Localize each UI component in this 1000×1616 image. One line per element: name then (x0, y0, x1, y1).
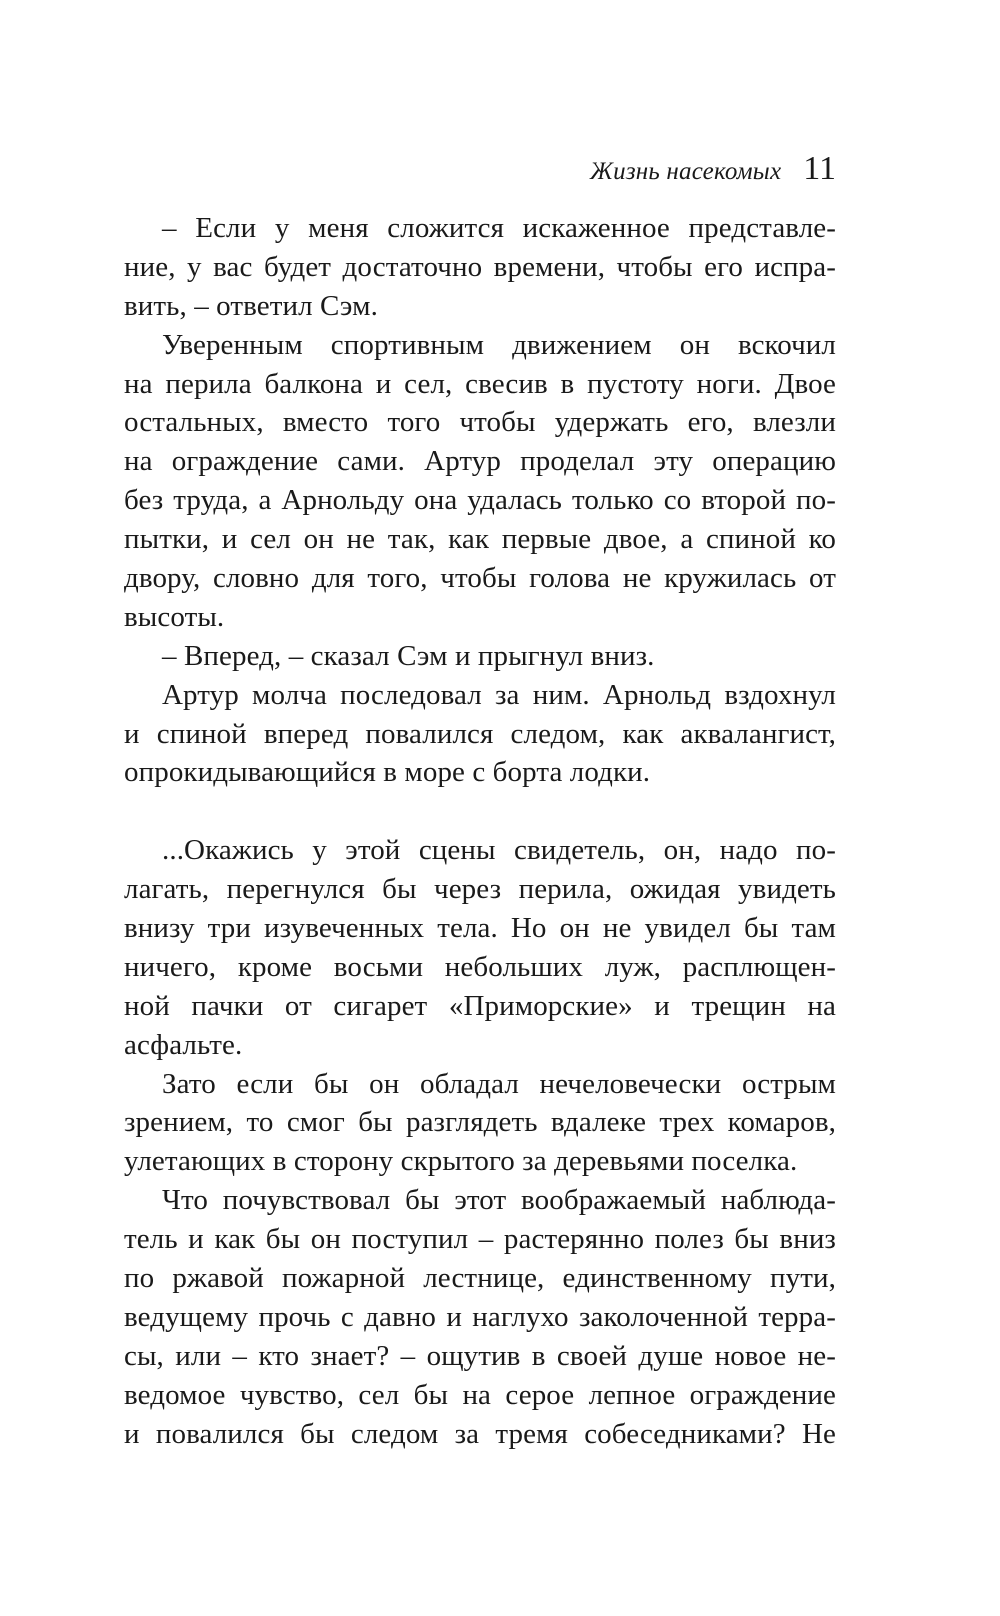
text-line: сы, или – кто знает? – ощутив в своей душе новое не- (124, 1339, 836, 1372)
text-line: Что почувствовал бы этот воображаемый наблюда- (162, 1184, 836, 1217)
section-break (124, 792, 836, 831)
text-line: и повалился бы следом за тремя собеседниками? Не (124, 1417, 836, 1450)
text-line: ведомое чувство, сел бы на серое лепное ограждение (124, 1378, 836, 1411)
running-head (118, 150, 836, 190)
text-line: и спиной вперед повалился следом, как аквалангист, (124, 717, 836, 750)
text-line: Артур молча последовал за ним. Арнольд вздохнул (162, 678, 836, 711)
text-line: – Если у меня сложится искаженное представле- (162, 212, 836, 244)
text-line: улетающих в сторону скрытого за деревьями поселка. (124, 1145, 798, 1178)
text-line: лагать, перегнулся бы через перила, ожидая увидеть (124, 873, 836, 906)
text-line: ведущему прочь с давно и наглухо заколоченной терра- (124, 1300, 836, 1333)
running-title: Жизнь насекомых (590, 158, 782, 185)
text-line: внизу три изувеченных тела. Но он не увидел бы там (124, 912, 836, 945)
text-line: тель и как бы он поступил – растерянно полез бы вниз (124, 1223, 836, 1256)
text-line: двору, словно для того, чтобы голова не кружилась от (124, 562, 836, 595)
text-line: ной пачки от сигарет «Приморские» и трещин на (124, 989, 836, 1022)
text-line: без труда, а Арнольду она удалась только со второй по- (124, 484, 836, 517)
text-line: высоты. (124, 600, 225, 633)
text-line: асфальте. (124, 1028, 243, 1061)
text-line: ничего, кроме восьми небольших луж, расплющен- (124, 950, 836, 983)
text-line: на ограждение сами. Артур проделал эту операцию (124, 445, 836, 478)
text-line: на перила балкона и сел, свесив в пустоту ноги. Двое (124, 367, 836, 400)
body-text (124, 209, 836, 1454)
text-line: – Вперед, – сказал Сэм и прыгнул вниз. (162, 639, 655, 672)
text-line: ние, у вас будет достаточно времени, чтобы его испра- (124, 250, 836, 283)
text-line: остальных, вместо того чтобы удержать его, влезли (124, 406, 836, 439)
text-line: опрокидывающийся в море с борта лодки. (124, 756, 651, 789)
text-line: зрением, то смог бы разглядеть вдалеке трех комаров, (124, 1106, 836, 1139)
text-line: по ржавой пожарной лестнице, единственному пути, (124, 1262, 836, 1295)
text-line: ...Окажись у этой сцены свидетель, он, надо по- (162, 834, 836, 867)
text-line: Уверенным спортивным движением он вскочил (162, 328, 836, 361)
page-number: 11 (803, 150, 836, 187)
text-line: пытки, и сел он не так, как первые двое, а спиной ко (124, 523, 836, 556)
text-line: Зато если бы он обладал нечеловечески острым (162, 1067, 836, 1100)
text-line: вить, – ответил Сэм. (124, 289, 378, 322)
